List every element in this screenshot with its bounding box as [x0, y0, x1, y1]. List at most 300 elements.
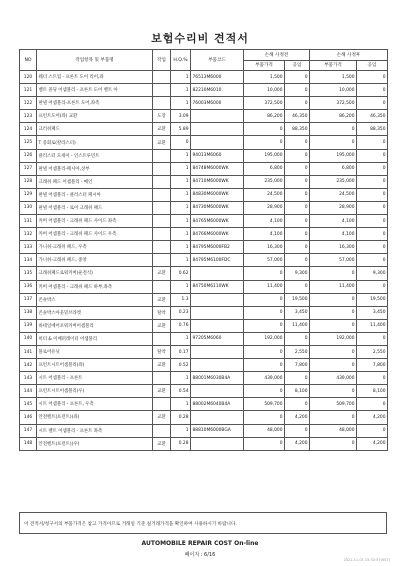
- cell-before-parts: 372,500: [244, 97, 285, 110]
- cell-after-labor: 0: [357, 71, 388, 84]
- cell-after-parts: 4,100: [310, 215, 357, 228]
- cell-after-labor: 0: [357, 280, 388, 293]
- cell-before-labor: 0: [285, 215, 310, 228]
- cell-no: 144: [20, 385, 37, 398]
- cell-work: 교환: [153, 293, 171, 306]
- cell-code: 84730M6000WK: [191, 201, 244, 214]
- cell-work: [153, 424, 171, 437]
- cell-before-labor: 4,200: [285, 411, 310, 424]
- cell-code: 94013M6060: [191, 149, 244, 162]
- cell-item: 가니쉬-크래쉬 패드, 중앙: [37, 254, 153, 267]
- cell-before-parts: 11,400: [244, 280, 285, 293]
- cell-after-labor: 0: [357, 188, 388, 201]
- table-row: [20, 71, 388, 84]
- cell-after-parts: 372,500: [310, 97, 357, 110]
- cell-hq: 0: [171, 136, 191, 149]
- table-row: [20, 411, 388, 424]
- cell-before-labor: 0: [285, 254, 310, 267]
- cell-work: [153, 372, 171, 385]
- cell-before-labor: 0: [285, 241, 310, 254]
- table-row: [20, 424, 388, 437]
- cell-work: [153, 398, 171, 411]
- cell-item: 안전벨트(프런트)(좌): [37, 411, 153, 424]
- table-row: [20, 372, 388, 385]
- cell-work: [153, 188, 171, 201]
- cell-hq: 1: [171, 71, 191, 84]
- table-row: [20, 293, 388, 306]
- cell-after-parts: 0: [310, 123, 357, 136]
- cell-code: [191, 123, 244, 136]
- table-row: [20, 345, 388, 358]
- cell-after-labor: 4,200: [357, 437, 388, 450]
- header-after-parts: 부품가격: [310, 60, 357, 71]
- cell-hq: 1: [171, 228, 191, 241]
- cell-item: 히터 & 이베퍼레이터 어셈블리: [37, 332, 153, 345]
- cell-before-labor: 46,350: [285, 110, 310, 123]
- cell-after-parts: 192,000: [310, 332, 357, 345]
- cell-before-labor: 4,200: [285, 437, 310, 450]
- cell-after-parts: 0: [310, 385, 357, 398]
- table-row: [20, 188, 388, 201]
- cell-code: [191, 306, 244, 319]
- table-row: [20, 228, 388, 241]
- cell-item: 콘솔박스아웃밑브라켓: [37, 306, 153, 319]
- cell-item: 시트 벨트 어셈블리 - 프론트 좌측: [37, 424, 153, 437]
- cell-after-labor: 4,200: [357, 411, 388, 424]
- cell-before-parts: 0: [244, 345, 285, 358]
- cell-before-parts: 6,800: [244, 162, 285, 175]
- cell-item: 판넬 어셈블리-프론트 도어,좌측: [37, 97, 153, 110]
- cell-code: 82210M6010: [191, 84, 244, 97]
- cell-after-labor: 0: [357, 228, 388, 241]
- cell-after-labor: 0: [357, 136, 388, 149]
- cell-code: 84795M6100FDC: [191, 254, 244, 267]
- cell-work: [153, 201, 171, 214]
- cell-no: 135: [20, 267, 37, 280]
- cell-no: 137: [20, 293, 37, 306]
- cell-item: 판넬 어셈블리 - 클러스터 페시아: [37, 188, 153, 201]
- cell-before-parts: 0: [244, 123, 285, 136]
- cell-code: 76513M6000: [191, 71, 244, 84]
- cell-hq: 1: [171, 97, 191, 110]
- cell-before-parts: 4,100: [244, 215, 285, 228]
- cell-after-parts: 0: [310, 345, 357, 358]
- table-row: [20, 267, 388, 280]
- cell-no: 127: [20, 162, 37, 175]
- document-title: 보험수리비 견적서: [151, 32, 249, 45]
- cell-no: 131: [20, 215, 37, 228]
- cell-item: 크래쉬 패드 어셈블리 - 메인: [37, 175, 153, 188]
- cell-item: 프런트시트어셈블리(좌): [37, 359, 153, 372]
- table-row: [20, 306, 388, 319]
- cell-item: 커버 어셈블리 - 크래쉬 패드 사이드 우측: [37, 228, 153, 241]
- cell-work: 교환: [153, 267, 171, 280]
- cell-hq: 1: [171, 188, 191, 201]
- cell-before-labor: 0: [285, 162, 310, 175]
- cell-code: 84795M6000FB2: [191, 241, 244, 254]
- cell-after-parts: 0: [310, 359, 357, 372]
- estimate-rows: [20, 71, 388, 451]
- cell-before-labor: 0: [285, 136, 310, 149]
- cell-no: 133: [20, 241, 37, 254]
- cell-no: 138: [20, 306, 37, 319]
- cell-after-labor: 9,300: [357, 267, 388, 280]
- cell-code: 97205M6060: [191, 332, 244, 345]
- cell-after-labor: 0: [357, 149, 388, 162]
- cell-item: 시트 어셈블리 - 프론트, 우측: [37, 398, 153, 411]
- table-row: [20, 254, 388, 267]
- cell-before-parts: 4,100: [244, 228, 285, 241]
- cell-before-parts: 0: [244, 437, 285, 450]
- header-after: 손해 사정후: [310, 50, 388, 61]
- table-row: [20, 201, 388, 214]
- cell-code: 84765M6000WK: [191, 215, 244, 228]
- cell-hq: 0.23: [171, 306, 191, 319]
- cell-code: [191, 359, 244, 372]
- cell-after-parts: 235,000: [310, 175, 357, 188]
- cell-before-labor: 0: [285, 332, 310, 345]
- cell-no: 141: [20, 345, 37, 358]
- cell-no: 139: [20, 319, 37, 332]
- cell-code: [191, 345, 244, 358]
- cell-before-parts: 0: [244, 359, 285, 372]
- cell-hq: 1: [171, 398, 191, 411]
- cell-before-labor: 0: [285, 228, 310, 241]
- cell-after-parts: 0: [310, 319, 357, 332]
- table-row: [20, 437, 388, 450]
- cell-before-labor: 0: [285, 84, 310, 97]
- cell-no: 128: [20, 175, 37, 188]
- table-row: [20, 319, 388, 332]
- header-before-parts: 부품가격: [244, 60, 285, 71]
- cell-before-parts: 48,000: [244, 424, 285, 437]
- cell-after-labor: 0: [357, 332, 388, 345]
- cell-before-labor: 0: [285, 424, 310, 437]
- table-row: [20, 84, 388, 97]
- cell-before-parts: 1,500: [244, 71, 285, 84]
- cell-after-labor: 3,450: [357, 306, 388, 319]
- cell-item: 판넬 어셈블리-페시아,상부: [37, 162, 153, 175]
- cell-before-parts: 28,900: [244, 201, 285, 214]
- cell-after-labor: 0: [357, 215, 388, 228]
- cell-after-parts: 0: [310, 437, 357, 450]
- cell-after-labor: 0: [357, 175, 388, 188]
- cell-before-labor: 0: [285, 398, 310, 411]
- cell-hq: 1.3: [171, 293, 191, 306]
- cell-hq: 0.62: [171, 267, 191, 280]
- cell-hq: 0.17: [171, 345, 191, 358]
- cell-after-labor: 2,550: [357, 345, 388, 358]
- cell-hq: 1: [171, 215, 191, 228]
- cell-no: 124: [20, 123, 37, 136]
- cell-item: T 증회로(칼라스터): [37, 136, 153, 149]
- cell-work: 교환: [153, 385, 171, 398]
- table-row: [20, 97, 388, 110]
- cell-code: [191, 267, 244, 280]
- table-row: [20, 359, 388, 372]
- cell-no: 126: [20, 149, 37, 162]
- cell-code: 88810M6000BGA: [191, 424, 244, 437]
- cell-hq: 1: [171, 201, 191, 214]
- cell-work: 교환: [153, 136, 171, 149]
- cell-no: 130: [20, 201, 37, 214]
- cell-code: 84748M6000WK: [191, 162, 244, 175]
- cell-before-labor: 2,550: [285, 345, 310, 358]
- cell-no: 120: [20, 71, 37, 84]
- cell-after-parts: 86,200: [310, 110, 357, 123]
- cell-work: [153, 215, 171, 228]
- cell-work: [153, 280, 171, 293]
- cell-item: 웨더 스트립 - 프론트 도어 리어,좌: [37, 71, 153, 84]
- cell-no: 143: [20, 372, 37, 385]
- cell-after-labor: 0: [357, 201, 388, 214]
- cell-no: 136: [20, 280, 37, 293]
- cell-after-parts: 6,800: [310, 162, 357, 175]
- cell-after-labor: 0: [357, 254, 388, 267]
- cell-after-labor: 0: [357, 241, 388, 254]
- header-code: 부품코드: [191, 50, 244, 71]
- cell-work: [153, 228, 171, 241]
- header-after-labor: 공임: [357, 60, 388, 71]
- cell-before-parts: 0: [244, 306, 285, 319]
- cell-before-labor: 0: [285, 280, 310, 293]
- cell-after-parts: 11,400: [310, 280, 357, 293]
- cell-hq: 1: [171, 175, 191, 188]
- cell-after-labor: 19,500: [357, 293, 388, 306]
- cell-before-labor: 3,450: [285, 306, 310, 319]
- table-row: [20, 162, 388, 175]
- cell-code: [191, 411, 244, 424]
- cell-work: [153, 175, 171, 188]
- cell-work: [153, 254, 171, 267]
- cell-before-parts: 0: [244, 411, 285, 424]
- cell-hq: 1: [171, 280, 191, 293]
- cell-code: 88001M6030B4A: [191, 372, 244, 385]
- cell-before-parts: 235,000: [244, 175, 285, 188]
- cell-hq: 1: [171, 84, 191, 97]
- cell-no: 129: [20, 188, 37, 201]
- cell-code: 84710M6000WK: [191, 175, 244, 188]
- cell-before-labor: 0: [285, 175, 310, 188]
- cell-work: 탈착: [153, 306, 171, 319]
- cell-after-labor: 0: [357, 97, 388, 110]
- table-row: [20, 398, 388, 411]
- cell-work: 교환: [153, 359, 171, 372]
- table-row: [20, 136, 388, 149]
- cell-code: [191, 385, 244, 398]
- page-number: 페이지 : 6/16: [184, 552, 216, 558]
- cell-after-parts: 16,300: [310, 241, 357, 254]
- cell-no: 134: [20, 254, 37, 267]
- print-timestamp: 2021-11-01 15:32:57(KST): [343, 558, 390, 562]
- cell-code: 84750M6110WK: [191, 280, 244, 293]
- header-before-labor: 공임: [285, 60, 310, 71]
- cell-no: 146: [20, 411, 37, 424]
- cell-before-labor: 11,400: [285, 319, 310, 332]
- cell-hq: 0.54: [171, 385, 191, 398]
- cell-after-labor: 0: [357, 398, 388, 411]
- cell-before-labor: 9,300: [285, 267, 310, 280]
- cell-no: 140: [20, 332, 37, 345]
- cell-hq: 3.09: [171, 110, 191, 123]
- cell-no: 123: [20, 110, 37, 123]
- cell-before-parts: 0: [244, 136, 285, 149]
- cell-before-parts: 86,200: [244, 110, 285, 123]
- cell-before-labor: 88,350: [285, 123, 310, 136]
- header-hq: H.Q.%: [171, 50, 191, 71]
- cell-no: 132: [20, 228, 37, 241]
- cell-item: 콘솔박스: [37, 293, 153, 306]
- cell-before-parts: 10,000: [244, 84, 285, 97]
- cell-before-labor: 7,800: [285, 359, 310, 372]
- cell-code: 76003M6000: [191, 97, 244, 110]
- cell-work: [153, 97, 171, 110]
- cell-after-labor: 11,400: [357, 319, 388, 332]
- cell-item: 프런트시트어셈블리(우): [37, 385, 153, 398]
- cell-hq: 1: [171, 424, 191, 437]
- cell-item: 벨트 몰딩 어셈블리 - 프론트 도어 벨트 아: [37, 84, 153, 97]
- cell-hq: 1: [171, 162, 191, 175]
- cell-code: [191, 437, 244, 450]
- cell-hq: 0.52: [171, 359, 191, 372]
- cell-hq: 1: [171, 241, 191, 254]
- cell-after-parts: 0: [310, 136, 357, 149]
- cell-code: 84766M6000WK: [191, 228, 244, 241]
- footer-brand: AUTOMOBILE REPAIR COST On-line: [141, 540, 259, 547]
- table-row: [20, 332, 388, 345]
- cell-item: 클러스터 모세이 - 인스트루먼트: [37, 149, 153, 162]
- cell-before-labor: 0: [285, 97, 310, 110]
- cell-no: 121: [20, 84, 37, 97]
- cell-hq: 5.89: [171, 123, 191, 136]
- cell-before-labor: 8,100: [285, 385, 310, 398]
- header-before: 손해 사정전: [244, 50, 310, 61]
- cell-after-labor: 0: [357, 424, 388, 437]
- cell-after-parts: 0: [310, 306, 357, 319]
- cell-hq: 1: [171, 149, 191, 162]
- cell-before-labor: 19,500: [285, 293, 310, 306]
- cell-item: 커버 어셈블리 - 크래쉬 패드 하부,좌측: [37, 280, 153, 293]
- cell-work: [153, 71, 171, 84]
- cell-item: 블로어유닛: [37, 345, 153, 358]
- cell-code: 88002M6040B4A: [191, 398, 244, 411]
- cell-after-labor: 7,800: [357, 359, 388, 372]
- cell-before-parts: 24,500: [244, 188, 285, 201]
- cell-before-parts: 0: [244, 319, 285, 332]
- cell-code: 84830M6000WK: [191, 188, 244, 201]
- cell-before-parts: 0: [244, 267, 285, 280]
- cell-after-parts: 4,100: [310, 228, 357, 241]
- cell-after-parts: 0: [310, 267, 357, 280]
- price-notice: 이 견적서/청구서의 부품가격은 참고 가격이므로 거래일 기준 실거래가격을 확인하여 사용하시기 바랍니다.: [19, 512, 387, 534]
- table-row: [20, 149, 388, 162]
- cell-work: 탈착: [153, 345, 171, 358]
- cell-hq: 1: [171, 332, 191, 345]
- table-row: [20, 110, 388, 123]
- estimate-table: [19, 49, 388, 451]
- cell-work: [153, 162, 171, 175]
- cell-after-labor: 0: [357, 162, 388, 175]
- cell-no: 147: [20, 424, 37, 437]
- cell-hq: 1: [171, 254, 191, 267]
- cell-after-labor: 46,350: [357, 110, 388, 123]
- cell-code: [191, 136, 244, 149]
- cell-hq: 0.28: [171, 411, 191, 424]
- cell-item: 커버 어셈블리 - 크래쉬 패드 사이드 좌측: [37, 215, 153, 228]
- cell-no: 142: [20, 359, 37, 372]
- cell-code: [191, 293, 244, 306]
- cell-after-parts: 28,900: [310, 201, 357, 214]
- cell-no: 122: [20, 97, 37, 110]
- cell-before-parts: 509,700: [244, 398, 285, 411]
- cell-before-parts: 439,000: [244, 372, 285, 385]
- cell-before-parts: 16,300: [244, 241, 285, 254]
- cell-after-parts: 24,500: [310, 188, 357, 201]
- cell-item: 바테일에어포워커버어셈블리: [37, 319, 153, 332]
- cell-hq: 0.76: [171, 319, 191, 332]
- cell-before-parts: 0: [244, 293, 285, 306]
- cell-work: [153, 84, 171, 97]
- cell-work: 교환: [153, 437, 171, 450]
- cell-item: 가니쉬-크래쉬 패드, 우측: [37, 241, 153, 254]
- cell-before-parts: 192,000: [244, 332, 285, 345]
- cell-work: [153, 332, 171, 345]
- cell-after-labor: 88,350: [357, 123, 388, 136]
- cell-after-labor: 0: [357, 372, 388, 385]
- cell-no: 125: [20, 136, 37, 149]
- cell-after-labor: 0: [357, 84, 388, 97]
- cell-hq: 0.28: [171, 437, 191, 450]
- cell-before-labor: 0: [285, 71, 310, 84]
- cell-before-labor: 0: [285, 201, 310, 214]
- table-row: [20, 385, 388, 398]
- header-work: 작업: [153, 50, 171, 71]
- header-item: 작업항목 및 부품명: [37, 50, 153, 71]
- cell-item: 크러쉬패드: [37, 123, 153, 136]
- cell-after-parts: 509,700: [310, 398, 357, 411]
- cell-before-labor: 0: [285, 149, 310, 162]
- cell-item: 크래쉬패드로워커버(운전석): [37, 267, 153, 280]
- cell-after-parts: 48,000: [310, 424, 357, 437]
- cell-work: [153, 149, 171, 162]
- table-row: [20, 280, 388, 293]
- table-row: [20, 241, 388, 254]
- cell-work: [153, 241, 171, 254]
- cell-after-parts: 10,000: [310, 84, 357, 97]
- cell-code: [191, 110, 244, 123]
- cell-before-parts: 57,000: [244, 254, 285, 267]
- cell-code: [191, 319, 244, 332]
- cell-work: 교환: [153, 123, 171, 136]
- cell-after-parts: 439,000: [310, 372, 357, 385]
- cell-after-parts: 57,000: [310, 254, 357, 267]
- table-row: [20, 123, 388, 136]
- cell-after-parts: 195,000: [310, 149, 357, 162]
- table-row: [20, 175, 388, 188]
- cell-no: 145: [20, 398, 37, 411]
- cell-item: 프런트도어(좌) 교환: [37, 110, 153, 123]
- cell-item: 시트 어셈블리 - 프론트: [37, 372, 153, 385]
- cell-work: 교환: [153, 319, 171, 332]
- cell-hq: 1: [171, 372, 191, 385]
- cell-item: 판넬 어셈블리 - 로어 크래쉬 패드: [37, 201, 153, 214]
- cell-work: 교환: [153, 411, 171, 424]
- cell-before-parts: 195,000: [244, 149, 285, 162]
- cell-after-labor: 8,100: [357, 385, 388, 398]
- cell-after-parts: 0: [310, 411, 357, 424]
- cell-before-labor: 0: [285, 188, 310, 201]
- cell-item: 안전벨트(프런트)(우): [37, 437, 153, 450]
